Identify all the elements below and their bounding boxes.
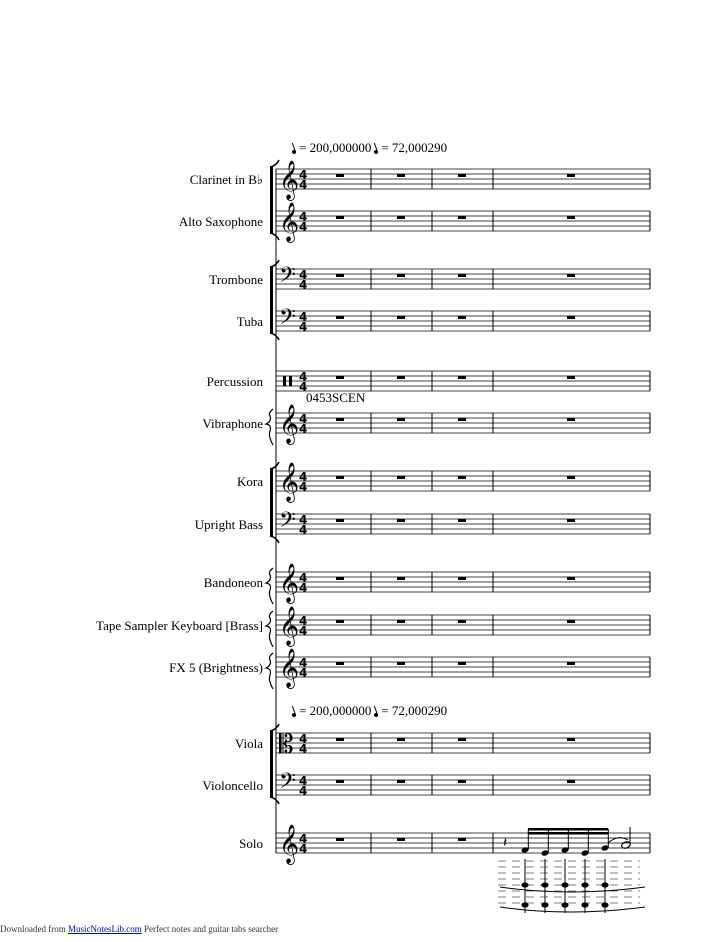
whole-rest bbox=[336, 577, 344, 580]
treble-clef-icon: 𝄞 bbox=[279, 404, 300, 444]
whole-rest bbox=[336, 738, 344, 741]
instrument-label: Alto Saxophone bbox=[178, 214, 263, 229]
whole-rest bbox=[567, 418, 575, 421]
time-signature-top: 4 bbox=[299, 732, 308, 746]
instrument-label: Tape Sampler Keyboard [Brass] bbox=[96, 618, 263, 633]
whole-rest bbox=[336, 418, 344, 421]
whole-rest bbox=[567, 577, 575, 580]
whole-rest bbox=[336, 780, 344, 783]
whole-rest bbox=[567, 476, 575, 479]
bass-clef-icon: 𝄢 bbox=[279, 508, 296, 538]
percussion-clef-icon bbox=[289, 376, 292, 386]
chord-note-head bbox=[521, 902, 528, 907]
time-signature-top: 4 bbox=[299, 370, 308, 384]
time-signature-top: 4 bbox=[299, 168, 308, 182]
brace-fx5 bbox=[266, 653, 273, 689]
whole-rest bbox=[397, 620, 405, 623]
whole-rest bbox=[458, 519, 466, 522]
tempo-marking-top bbox=[292, 140, 447, 156]
instrument-label: Percussion bbox=[206, 374, 263, 389]
whole-rest bbox=[458, 476, 466, 479]
instrument-label: FX 5 (Brightness) bbox=[169, 660, 263, 675]
bass-clef-icon: 𝄢 bbox=[279, 263, 296, 293]
whole-rest bbox=[567, 738, 575, 741]
whole-rest bbox=[567, 274, 575, 277]
whole-rest bbox=[567, 780, 575, 783]
bracket-strings-b bbox=[270, 731, 273, 797]
time-signature-bottom: 4 bbox=[299, 523, 308, 537]
whole-rest bbox=[336, 274, 344, 277]
quarter-rest-icon: 𝄽 bbox=[503, 835, 508, 851]
instrument-label: Viola bbox=[234, 736, 263, 751]
whole-rest bbox=[567, 662, 575, 665]
tempo-value-2: = 72,000290 bbox=[381, 703, 448, 718]
alto-clef-icon: 𝄡 bbox=[279, 730, 294, 760]
whole-rest bbox=[458, 216, 466, 219]
percussion-clef-icon bbox=[283, 376, 286, 386]
time-signature-top: 4 bbox=[299, 614, 308, 628]
treble-clef-icon: 𝄞 bbox=[279, 648, 300, 688]
bracket-strings-b-bottom-hook bbox=[270, 797, 279, 804]
whole-rest bbox=[336, 316, 344, 319]
whole-rest bbox=[458, 738, 466, 741]
time-signature-top: 4 bbox=[299, 832, 308, 846]
note-beam bbox=[528, 832, 608, 835]
note-beam bbox=[528, 828, 608, 831]
quarter-note-icon bbox=[291, 712, 296, 717]
time-signature-bottom: 4 bbox=[299, 178, 308, 192]
bracket-winds-bottom-hook bbox=[270, 233, 279, 240]
whole-rest bbox=[397, 780, 405, 783]
tempo-value-1: = 200,000000 bbox=[299, 703, 372, 718]
chord-note-head bbox=[561, 902, 568, 907]
quarter-note-icon bbox=[374, 712, 379, 717]
whole-rest bbox=[567, 216, 575, 219]
whole-rest bbox=[567, 376, 575, 379]
bass-clef-icon: 𝄢 bbox=[279, 769, 296, 799]
whole-rest bbox=[397, 216, 405, 219]
time-signature-bottom: 4 bbox=[299, 380, 308, 394]
whole-rest bbox=[458, 274, 466, 277]
treble-clef-icon: 𝄞 bbox=[279, 202, 300, 242]
whole-rest bbox=[397, 519, 405, 522]
tempo-marking-strings bbox=[292, 703, 447, 719]
whole-rest bbox=[336, 620, 344, 623]
instrument-label: Solo bbox=[239, 836, 263, 851]
time-signature-top: 4 bbox=[299, 310, 308, 324]
bracket-strings-a-bottom-hook bbox=[270, 536, 279, 543]
whole-rest bbox=[458, 620, 466, 623]
instrument-label: Tuba bbox=[236, 314, 263, 329]
time-signature-top: 4 bbox=[299, 470, 308, 484]
brace-vibraphone bbox=[266, 409, 273, 445]
footer-prefix: Downloaded from bbox=[0, 924, 66, 934]
whole-rest bbox=[336, 476, 344, 479]
whole-rest bbox=[567, 316, 575, 319]
treble-clef-icon: 𝄞 bbox=[279, 824, 300, 864]
whole-rest bbox=[336, 376, 344, 379]
footer-suffix: Perfect notes and guitar tabs searcher bbox=[143, 924, 279, 934]
chord-note-head bbox=[601, 902, 608, 907]
time-signature-bottom: 4 bbox=[299, 220, 308, 234]
whole-rest bbox=[397, 174, 405, 177]
whole-rest bbox=[397, 838, 405, 841]
bracket-strings-a bbox=[270, 469, 273, 536]
whole-rest bbox=[458, 418, 466, 421]
instrument-label: Clarinet in B♭ bbox=[189, 172, 263, 187]
whole-rest bbox=[458, 577, 466, 580]
treble-clef-icon: 𝄞 bbox=[279, 462, 300, 502]
whole-rest bbox=[458, 780, 466, 783]
whole-rest bbox=[458, 316, 466, 319]
time-signature-bottom: 4 bbox=[299, 320, 308, 334]
instrument-label: Upright Bass bbox=[194, 517, 263, 532]
bracket-brass bbox=[270, 267, 273, 333]
time-signature-bottom: 4 bbox=[299, 278, 308, 292]
instrument-label: Kora bbox=[237, 474, 263, 489]
whole-rest bbox=[567, 174, 575, 177]
whole-rest bbox=[397, 577, 405, 580]
bracket-strings-a-top-hook bbox=[270, 462, 279, 469]
time-signature-bottom: 4 bbox=[299, 742, 308, 756]
whole-rest bbox=[397, 274, 405, 277]
whole-rest bbox=[397, 376, 405, 379]
time-signature-top: 4 bbox=[299, 268, 308, 282]
whole-rest bbox=[397, 418, 405, 421]
time-signature-bottom: 4 bbox=[299, 422, 308, 436]
footer bbox=[0, 924, 278, 934]
whole-rest bbox=[336, 519, 344, 522]
chord-note-head bbox=[541, 882, 548, 887]
time-signature-bottom: 4 bbox=[299, 784, 308, 798]
instrument-label: Vibraphone bbox=[202, 416, 263, 431]
time-signature-bottom: 4 bbox=[299, 842, 308, 856]
whole-rest bbox=[567, 519, 575, 522]
chord-note-head bbox=[601, 882, 608, 887]
time-signature-top: 4 bbox=[299, 774, 308, 788]
treble-clef-icon: 𝄞 bbox=[279, 606, 300, 646]
whole-rest bbox=[336, 838, 344, 841]
whole-rest bbox=[336, 216, 344, 219]
staff-text-marking: 0453SCEN bbox=[306, 390, 366, 405]
bracket-winds bbox=[270, 167, 273, 233]
time-signature-top: 4 bbox=[299, 210, 308, 224]
time-signature-bottom: 4 bbox=[299, 581, 308, 595]
whole-rest bbox=[397, 738, 405, 741]
time-signature-bottom: 4 bbox=[299, 624, 308, 638]
whole-rest bbox=[458, 838, 466, 841]
instrument-label: Trombone bbox=[209, 272, 263, 287]
instrument-label: Violoncello bbox=[202, 778, 263, 793]
chord-note-head bbox=[581, 902, 588, 907]
chord-note-head bbox=[581, 882, 588, 887]
bracket-brass-top-hook bbox=[270, 260, 279, 267]
treble-clef-icon: 𝄞 bbox=[279, 563, 300, 603]
time-signature-top: 4 bbox=[299, 513, 308, 527]
chord-note-head bbox=[541, 902, 548, 907]
tie bbox=[500, 907, 645, 912]
whole-rest bbox=[458, 376, 466, 379]
instrument-label: Bandoneon bbox=[203, 575, 263, 590]
whole-rest bbox=[567, 620, 575, 623]
tempo-value-2: = 72,000290 bbox=[381, 140, 448, 155]
time-signature-top: 4 bbox=[299, 571, 308, 585]
bass-clef-icon: 𝄢 bbox=[279, 305, 296, 335]
brace-tape-sampler bbox=[266, 611, 273, 647]
time-signature-bottom: 4 bbox=[299, 666, 308, 680]
brace-bandoneon bbox=[266, 568, 273, 604]
quarter-note-icon bbox=[374, 149, 379, 154]
whole-rest bbox=[397, 316, 405, 319]
quarter-note-icon bbox=[291, 149, 296, 154]
whole-rest bbox=[458, 174, 466, 177]
bracket-strings-b-top-hook bbox=[270, 724, 279, 731]
bracket-brass-bottom-hook bbox=[270, 333, 279, 340]
treble-clef-icon: 𝄞 bbox=[279, 160, 300, 200]
tempo-value-1: = 200,000000 bbox=[299, 140, 372, 155]
whole-rest bbox=[336, 174, 344, 177]
time-signature-top: 4 bbox=[299, 412, 308, 426]
footer-link[interactable]: MusicNotesLib.com bbox=[67, 924, 142, 934]
time-signature-top: 4 bbox=[299, 656, 308, 670]
chord-note-head bbox=[561, 882, 568, 887]
whole-rest bbox=[397, 662, 405, 665]
whole-rest bbox=[458, 662, 466, 665]
chord-note-head bbox=[521, 882, 528, 887]
time-signature-bottom: 4 bbox=[299, 480, 308, 494]
whole-rest bbox=[336, 662, 344, 665]
bracket-winds-top-hook bbox=[270, 160, 279, 167]
whole-rest bbox=[397, 476, 405, 479]
